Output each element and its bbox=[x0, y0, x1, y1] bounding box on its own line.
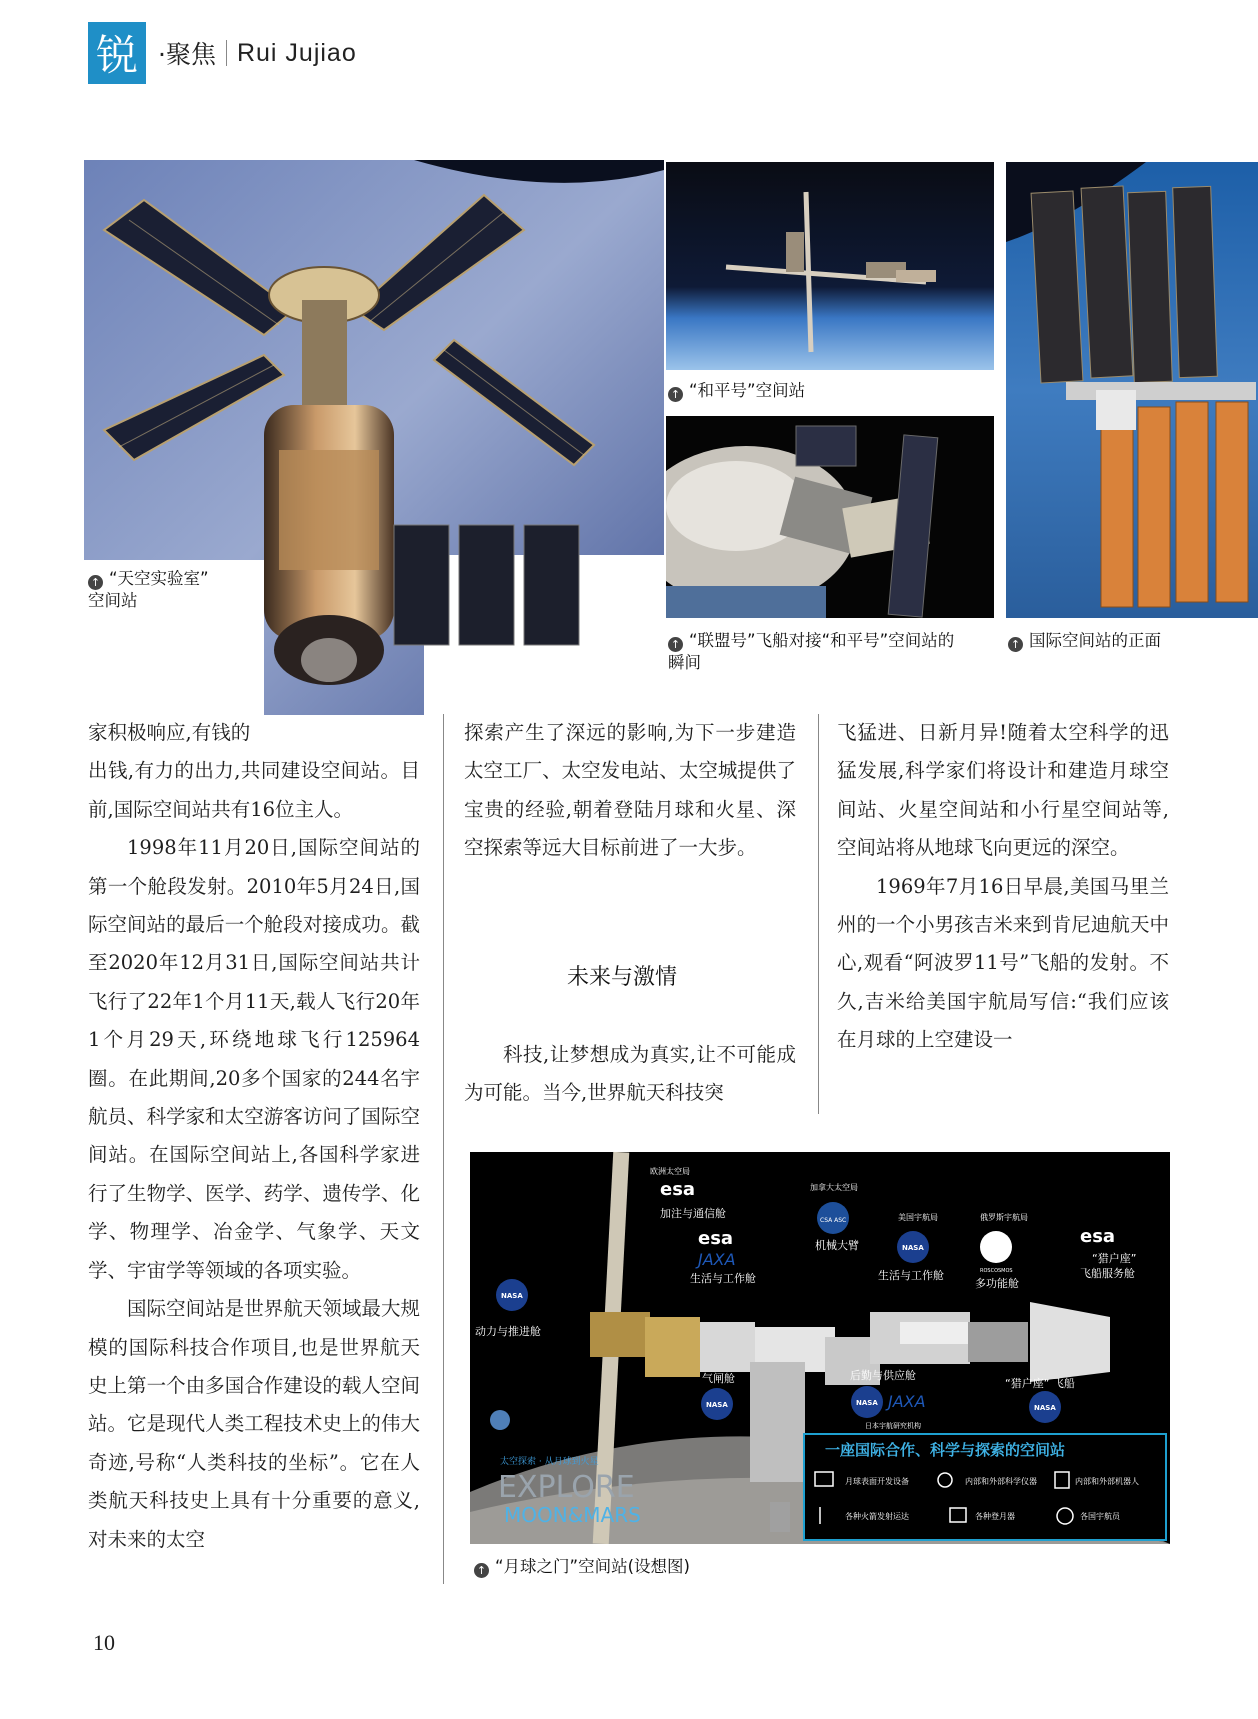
col3-para-2: 1969年7月16日早晨,美国马里兰州的一个小男孩吉米来到肯尼迪航天中心,观看“阿波罗11号”飞船的发射。不久,吉米给美国宇航局写信:“我们应该在月球的上空建设一 bbox=[837, 874, 1169, 1052]
up-arrow-icon: ↑ bbox=[668, 637, 683, 652]
diagram-jaxa-agency-label: 日本宇航研究机构 bbox=[865, 1422, 921, 1430]
diagram-nasa-logo-1: NASA bbox=[902, 1244, 924, 1252]
column-divider-2 bbox=[818, 714, 819, 1114]
section-heading: 未来与激情 bbox=[567, 965, 678, 990]
col1-para-3: 国际空间站是世界航天领域最大规模的国际科技合作项目,也是世界航天史上第一个由多国合作建设的载人空间站。它是现代人类工程技术史上的伟大奇迹,号称“人类科技的坐标”。它在人类航天科技史上具有十分重要的意义,对未来的太空 bbox=[88, 1297, 420, 1551]
section-badge: 锐 bbox=[88, 22, 146, 84]
diagram-hab1-label: 生活与工作舱 bbox=[690, 1272, 756, 1285]
header bbox=[88, 22, 357, 84]
caption-gateway: ↑ “月球之门”空间站(设想图) bbox=[474, 1556, 690, 1578]
diagram-refuel-label: 加注与通信舱 bbox=[660, 1207, 726, 1220]
diagram-esa-logo-2: esa bbox=[698, 1228, 734, 1249]
diagram-legend-2: 内部和外部科学仪器 bbox=[965, 1477, 1037, 1486]
diagram-csa-label: 加拿大太空局 bbox=[810, 1183, 858, 1192]
diagram-legend-6: 各国宇航员 bbox=[1080, 1512, 1120, 1521]
diagram-legend-title: 一座国际合作、科学与探索的空间站 bbox=[825, 1441, 1066, 1459]
up-arrow-icon: ↑ bbox=[668, 387, 683, 402]
diagram-roscosmos-small: ROSCOSMOS bbox=[980, 1268, 1013, 1274]
soyuz-docking-photo bbox=[666, 416, 994, 618]
caption-iss: ↑ 国际空间站的正面 bbox=[1008, 630, 1161, 652]
section-label: ·聚焦 bbox=[158, 40, 216, 69]
diagram-orion-service-l1: “猎户座” bbox=[1092, 1252, 1137, 1265]
column-3 bbox=[837, 714, 1169, 1060]
diagram-nasa-label: 美国宇航局 bbox=[898, 1213, 938, 1222]
diagram-airlock-label: 气闸舱 bbox=[702, 1372, 735, 1385]
diagram-orion-service-l2: 飞船服务舱 bbox=[1080, 1267, 1135, 1280]
diagram-explore-small: 太空探索 · 从月球到火星 bbox=[500, 1457, 599, 1467]
diagram-jaxa-logo-2: JAXA bbox=[888, 1392, 926, 1411]
diagram-nasa-logo-3: NASA bbox=[706, 1401, 728, 1409]
diagram-esa-logo-3: esa bbox=[1080, 1226, 1116, 1247]
diagram-arm-label: 机械大臂 bbox=[815, 1239, 859, 1252]
gateway-diagram bbox=[470, 1152, 1170, 1544]
diagram-nasa-logo-4: NASA bbox=[856, 1399, 878, 1407]
page-number: 10 bbox=[93, 1630, 115, 1655]
diagram-legend-5: 各种登月器 bbox=[975, 1512, 1015, 1521]
column-2-continued bbox=[464, 1036, 796, 1113]
column-2 bbox=[464, 714, 796, 868]
col1-para-1-line1: 家积极响应,有钱的 bbox=[88, 721, 251, 744]
diagram-moon-mars: MOON&MARS bbox=[504, 1503, 641, 1527]
diagram-esa-logo-1: esa bbox=[660, 1179, 696, 1200]
col2-para-1: 探索产生了深远的影响,为下一步建造太空工厂、太空发电站、太空城提供了宝贵的经验,朝着登陆月球和火星、深空探索等远大目标前进了一大步。 bbox=[464, 721, 796, 860]
diagram-roscosmos-label: 俄罗斯宇航局 bbox=[980, 1213, 1028, 1222]
col3-para-1: 飞猛进、日新月异!随着太空科学的迅猛发展,科学家们将设计和建造月球空间站、火星空间站和小行星空间站等,空间站将从地球飞向更远的深空。 bbox=[837, 721, 1169, 860]
diagram-jaxa-logo-1: JAXA bbox=[698, 1250, 736, 1269]
diagram-nasa-logo-5: NASA bbox=[1034, 1404, 1056, 1412]
diagram-nasa-logo-2: NASA bbox=[501, 1292, 523, 1300]
diagram-multi-label: 多功能舱 bbox=[975, 1277, 1019, 1290]
diagram-orion-label: “猎户座” 飞船 bbox=[1005, 1377, 1075, 1390]
header-divider bbox=[226, 40, 227, 66]
diagram-explore: EXPLORE bbox=[498, 1470, 635, 1505]
caption-soyuz: ↑ “联盟号”飞船对接“和平号”空间站的 瞬间 bbox=[668, 631, 955, 672]
diagram-esa-top-label: 欧洲太空局 bbox=[650, 1167, 690, 1176]
diagram-legend-4: 各种火箭发射运达 bbox=[845, 1512, 909, 1521]
diagram-legend-1: 月球表面开发设备 bbox=[845, 1477, 909, 1486]
section-title-en: Rui Jujiao bbox=[236, 38, 357, 67]
diagram-csa-logo: CSA ASC bbox=[820, 1217, 847, 1224]
col1-para-1: 出钱,有力的出力,共同建设空间站。目前,国际空间站共有16位主人。 bbox=[88, 759, 420, 821]
iss-photo bbox=[1006, 162, 1258, 618]
col2-para-2: 科技,让梦想成为真实,让不可能成为可能。当今,世界航天科技突 bbox=[464, 1043, 796, 1105]
column-1 bbox=[88, 714, 420, 1559]
mir-photo bbox=[666, 162, 994, 370]
skylab-photo bbox=[84, 160, 664, 715]
diagram-logistics-label: 后勤与供应舱 bbox=[850, 1369, 916, 1382]
caption-skylab: ↑ “天空实验室” 空间站 bbox=[88, 569, 209, 610]
diagram-propulsion-label: 动力与推进舱 bbox=[475, 1325, 541, 1338]
up-arrow-icon: ↑ bbox=[1008, 637, 1023, 652]
col1-para-2: 1998年11月20日,国际空间站的第一个舱段发射。2010年5月24日,国际空间站的最后一个舱段对接成功。截至2020年12月31日,国际空间站共计飞行了22年1个月11天,载人飞行20年1个月29天,环绕地球飞行125964圈。在此期间,20多个国家的244名宇航员、科学家和太空游客访问了国际空间站。在国际空间站上,各国科学家进行了生物学、医学、药学、遗传学、化学、物理学、冶金学、气象学、天文学、宇宙学等领域的各项实验。 bbox=[88, 836, 420, 1282]
column-divider-1 bbox=[443, 714, 444, 1584]
caption-mir: ↑ “和平号”空间站 bbox=[668, 380, 805, 402]
up-arrow-icon: ↑ bbox=[474, 1563, 489, 1578]
diagram-hab2-label: 生活与工作舱 bbox=[878, 1269, 944, 1282]
up-arrow-icon: ↑ bbox=[88, 575, 103, 590]
header-text bbox=[158, 35, 357, 71]
diagram-legend-3: 内部和外部机器人 bbox=[1075, 1477, 1139, 1486]
